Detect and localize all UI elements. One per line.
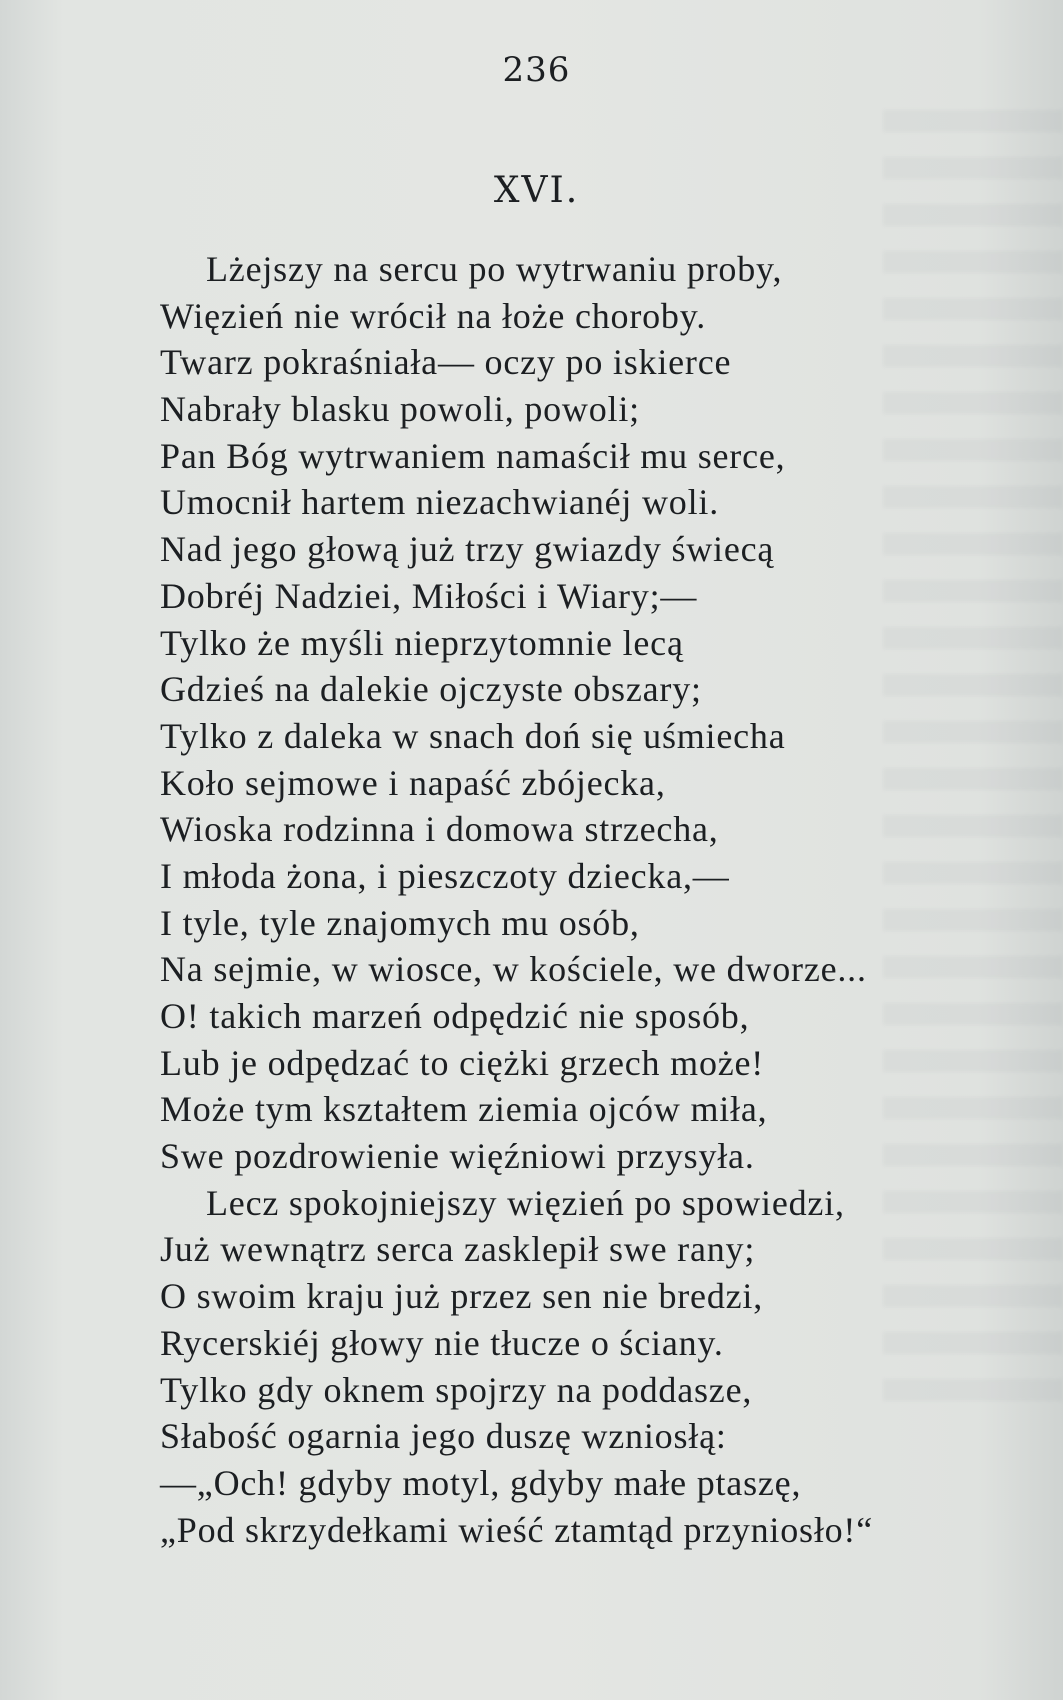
poem-line: I tyle, tyle znajomych mu osób, (160, 902, 640, 943)
poem-line: Lub je odpędzać to ciężki grzech może! (160, 1042, 765, 1083)
poem-line: Tylko gdy oknem spojrzy na poddasze, (160, 1369, 753, 1410)
stanza-2 (160, 1180, 1020, 1554)
poem-line: Więzień nie wrócił na łoże choroby. (160, 295, 706, 336)
poem-line: „Pod skrzydełkami wieść ztamtąd przyniosło!“ (160, 1509, 873, 1550)
poem-line: O! takich marzeń odpędzić nie sposób, (160, 996, 750, 1036)
poem-line: I młoda żona, i pieszczoty dziecka,— (160, 855, 730, 896)
poem-line: Nabrały blasku powoli, powoli; (160, 389, 640, 430)
poem-line: Rycerskiéj głowy nie tłucze o ściany. (160, 1322, 724, 1363)
poem-line: Umocnił hartem niezachwianéj woli. (160, 482, 720, 523)
poem-line: Lecz spokojniejszy więzień po spowiedzi, (206, 1182, 845, 1223)
poem-line: Gdzieś na dalekie ojczyste obszary; (160, 669, 702, 710)
poem-line: Już wewnątrz serca zasklepił swe rany; (160, 1229, 756, 1270)
page-number: 236 (502, 50, 571, 90)
poem-line: Nad jego głową już trzy gwiazdy świecą (160, 529, 775, 570)
poem-line: Dobréj Nadziei, Miłości i Wiary;— (160, 575, 698, 616)
poem-line: Swe pozdrowienie więźniowi przysyła. (160, 1136, 755, 1177)
poem-line: Wioska rodzinna i domowa strzecha, (160, 809, 719, 850)
poem-line: Koło sejmowe i napaść zbójecka, (160, 762, 666, 803)
poem-line: Na sejmie, w wiosce, w kościele, we dworze... (160, 949, 867, 990)
poem-line: Tylko z daleka w snach doń się uśmiecha (160, 715, 786, 756)
poem-body (160, 246, 1020, 1553)
poem-line: Może tym kształtem ziemia ojców miła, (160, 1089, 768, 1130)
poem-line: —„Och! gdyby motyl, gdyby małe ptaszę, (160, 1462, 802, 1503)
poem-line: Słabość ogarnia jego duszę wzniosłą: (160, 1416, 727, 1457)
stanza-1 (160, 246, 1020, 1180)
poem-line: Lżejszy na sercu po wytrwaniu proby, (206, 249, 783, 289)
poem-line: Twarz pokraśniała— oczy po iskierce (160, 342, 732, 383)
poem-line: O swoim kraju już przez sen nie bredzi, (160, 1276, 763, 1317)
poem-line: Tylko że myśli nieprzytomnie lecą (160, 622, 684, 663)
poem-line: Pan Bóg wytrwaniem namaścił mu serce, (160, 435, 786, 476)
chapter-title: XVI. (493, 170, 580, 211)
